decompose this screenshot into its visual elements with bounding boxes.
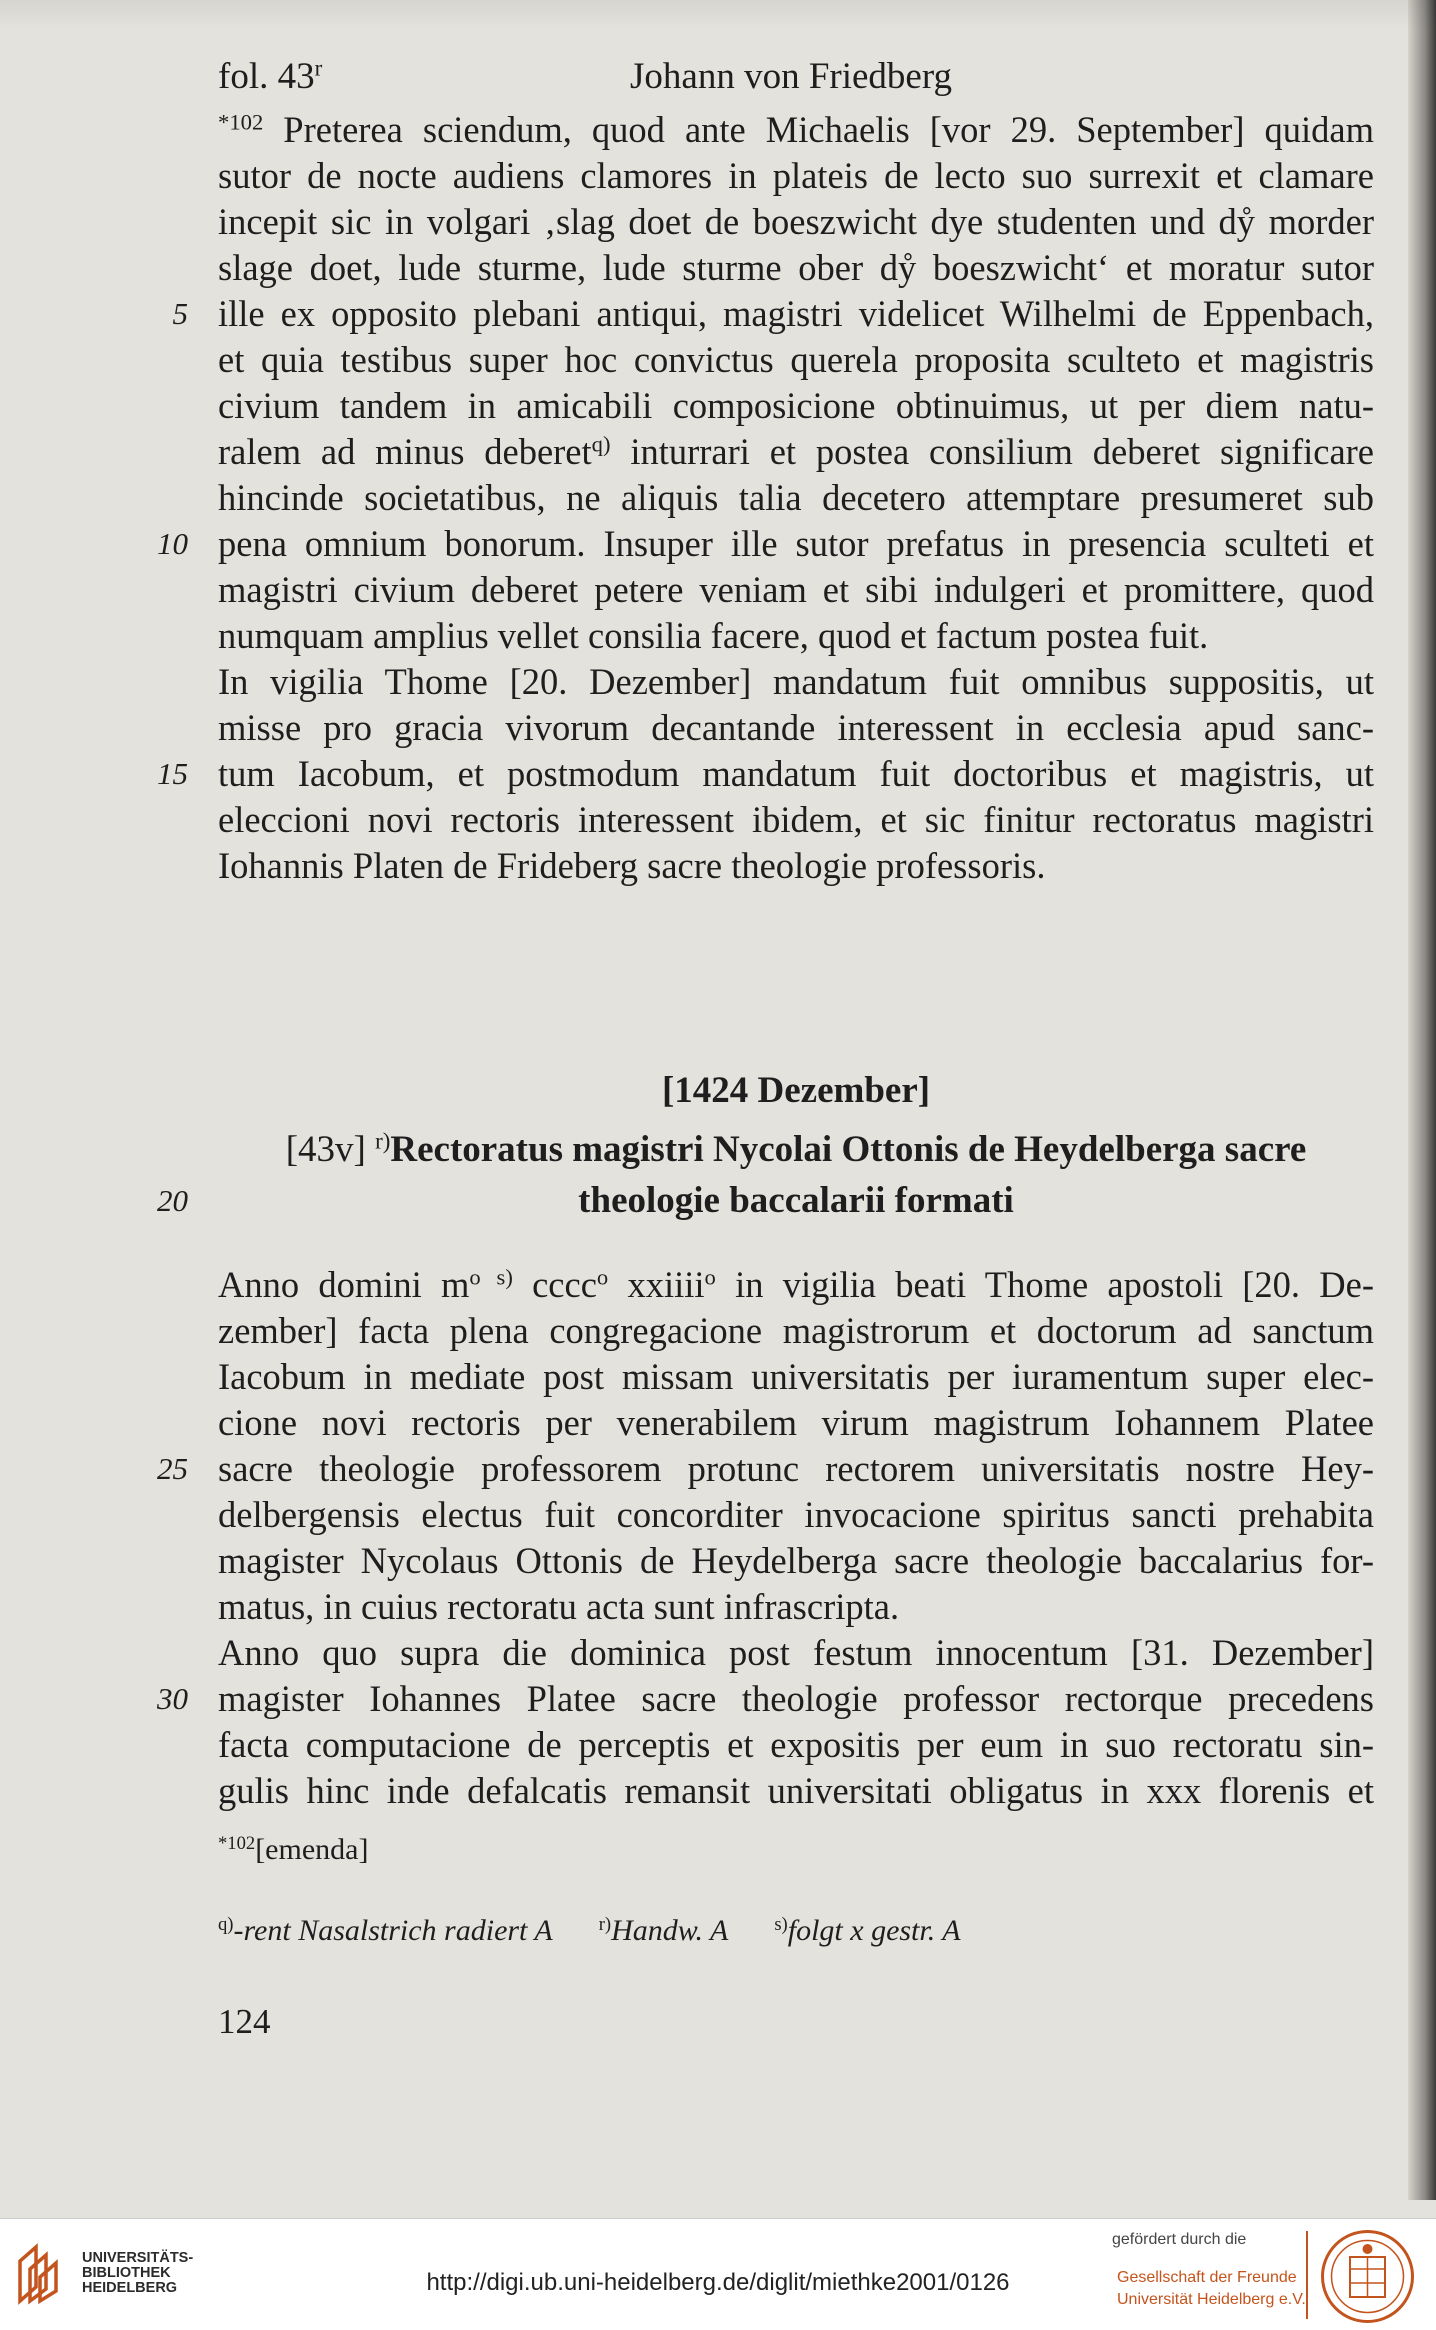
text-run: Anno quo supra die dominica post festum innocentum [31. Dezember] [218, 1632, 1374, 1673]
text-line [218, 1676, 1374, 1722]
text-line [218, 1538, 1374, 1584]
text-line [218, 1768, 1374, 1814]
text-line [218, 797, 1374, 843]
note-marker: s) [774, 1913, 788, 1935]
text-run: sacre theologie professorem protunc rectorem universitatis nostre Hey- [218, 1448, 1374, 1489]
emenda-note: $^{*102}$[emenda] [218, 1832, 369, 1866]
text-run: sutor de nocte audiens clamores in plateis de lecto suo surrexit et clamare [218, 155, 1374, 196]
apparatus-note [599, 1914, 729, 1947]
text-run: cccc [512, 1264, 597, 1305]
text-run: tum Iacobum, et postmodum mandatum fuit doctoribus et magistris, ut [218, 753, 1374, 794]
text-line [218, 613, 1374, 659]
folio-label: fol. 43$^r$ [218, 55, 323, 97]
university-seal-icon [1320, 2229, 1415, 2324]
line-number: 30 [157, 1681, 188, 1716]
superscript: o [596, 1264, 609, 1290]
text-run: civium tandem in amicabili composicione obtinuimus, ut per diem natu- [218, 385, 1374, 426]
text-run: ille ex opposito plebani antiqui, magistri videlicet Wilhelmi de Eppenbach, [218, 293, 1374, 334]
text-run: ralem ad minus deberet [218, 431, 592, 472]
text-run: misse pro gracia vivorum decantande interessent in ecclesia apud sanc- [218, 707, 1374, 748]
apparatus-note [774, 1914, 960, 1947]
text-run: matus, in cuius rectoratu acta sunt infrascripta. [218, 1586, 900, 1627]
line-number: 25 [157, 1451, 188, 1486]
text-run: In vigilia Thome [20. Dezember] mandatum fuit omnibus suppositis, ut [218, 661, 1374, 702]
text-run: in vigilia beati Thome apostoli [20. De- [715, 1264, 1374, 1305]
line-number: 20 [157, 1183, 188, 1218]
permalink-url[interactable]: http://digi.ub.uni-heidelberg.de/diglit/miethke2001/0126 [426, 2269, 1010, 2296]
text-run: delbergensis electus fuit concorditer invocacione spiritus sancti prehabita [218, 1494, 1374, 1535]
text-run: slage doet, lude sturme, lude sturme ober dẙ boeszwicht‘ et moratur sutor [218, 247, 1374, 288]
section-title-line-2: theologie baccalarii formati [578, 1180, 1014, 1221]
text-run: xxiiii [608, 1264, 705, 1305]
text-line [218, 1262, 1374, 1308]
text-line [218, 1630, 1374, 1676]
text-run: et quia testibus super hoc convictus querela proposita sculteto et magistris [218, 339, 1374, 380]
line-number: 15 [157, 756, 188, 791]
text-run: eleccioni novi rectoris interessent ibidem, et sic finitur rectoratus magistri [218, 799, 1374, 840]
text-line [218, 153, 1374, 199]
text-run: Anno domini m [218, 1264, 470, 1305]
text-line [218, 1354, 1374, 1400]
top-shadow [0, 0, 1436, 30]
text-line [218, 1584, 1374, 1630]
library-name: UNIVERSITÄTS- BIBLIOTHEK HEIDELBERG [82, 2250, 194, 2296]
text-line [218, 751, 1374, 797]
text-line [218, 843, 1374, 889]
text-line [218, 659, 1374, 705]
text-line [218, 245, 1374, 291]
note-text: folgt x gestr. A [787, 1914, 961, 1947]
text-run: hincinde societatibus, ne aliquis talia decetero attemptare presumeret sub [218, 477, 1374, 518]
text-run: cione novi rectoris per venerabilem virum magistrum Iohannem Platee [218, 1402, 1374, 1443]
date-heading: [1424 Dezember] [661, 1070, 931, 1111]
apparatus-notes [218, 1914, 1007, 1948]
running-title: Johann von Friedberg [630, 56, 952, 97]
text-run: incepit sic in volgari ‚slag doet de boeszwicht dye studenten und dẙ morder [218, 201, 1374, 242]
text-run: gulis hinc inde defalcatis remansit universitati obligatus in xxx florenis et [218, 1770, 1374, 1811]
superscript: o s) [469, 1264, 513, 1290]
viewer-footer [0, 2218, 1436, 2330]
text-line [218, 291, 1374, 337]
superscript: q) [591, 431, 611, 457]
line-number: 10 [157, 526, 188, 561]
text-line [218, 475, 1374, 521]
superscript: *102 [218, 109, 264, 135]
superscript: o [704, 1264, 716, 1290]
apparatus-note [218, 1914, 553, 1947]
text-run: numquam amplius vellet consilia facere, quod et factum postea fuit. [218, 615, 1209, 656]
note-text: Handw. A [611, 1914, 729, 1947]
text-run: zember] facta plena congregacione magistrorum et doctorum ad sanctum [218, 1310, 1374, 1351]
text-line [218, 1492, 1374, 1538]
text-line [218, 567, 1374, 613]
text-line [218, 1722, 1374, 1768]
text-line [218, 1308, 1374, 1354]
text-run: Preterea sciendum, quod ante Michaelis [vor 29. September] quidam [263, 109, 1374, 150]
sponsor-name[interactable]: Gesellschaft der Freunde Universität Heidelberg e.V. [1117, 2269, 1306, 2308]
page-number: 124 [218, 2002, 271, 2041]
section-title-line-1: [43v] $^{r)}$Rectoratus magistri Nycolai Ottonis de Heydelberga sacre [285, 1128, 1307, 1170]
text-run: Iohannis Platen de Frideberg sacre theologie professoris. [218, 845, 1046, 886]
text-run: magistri civium deberet petere veniam et sibi indulgeri et promittere, quod [218, 569, 1374, 610]
line-number: 5 [172, 296, 188, 331]
text-line [218, 521, 1374, 567]
sponsor-label: gefördert durch die [1112, 2231, 1247, 2248]
text-line [218, 337, 1374, 383]
text-run: Iacobum in mediate post missam universitatis per iuramentum super elec- [218, 1356, 1374, 1397]
footer-divider [1306, 2231, 1308, 2319]
note-marker: q) [218, 1913, 234, 1935]
text-line [218, 1446, 1374, 1492]
note-marker: r) [598, 1913, 612, 1935]
text-run: pena omnium bonorum. Insuper ille sutor prefatus in presencia sculteti et [218, 523, 1374, 564]
text-line [218, 1400, 1374, 1446]
note-text: -rent Nasalstrich radiert A [233, 1914, 553, 1947]
text-line [218, 705, 1374, 751]
text-line [218, 383, 1374, 429]
text-run: magister Nycolaus Ottonis de Heydelberga sacre theologie baccalarius for- [218, 1540, 1374, 1581]
text-run: facta computacione de perceptis et expositis per eum in suo rectoratu sin- [218, 1724, 1374, 1765]
text-run: inturrari et postea consilium deberet significare [610, 431, 1375, 472]
text-line [218, 199, 1374, 245]
page-edge-shadow [1408, 0, 1436, 2200]
text-line [218, 429, 1374, 475]
text-line [218, 107, 1374, 153]
text-run: magister Iohannes Platee sacre theologie professor rectorque precedens [218, 1678, 1374, 1719]
